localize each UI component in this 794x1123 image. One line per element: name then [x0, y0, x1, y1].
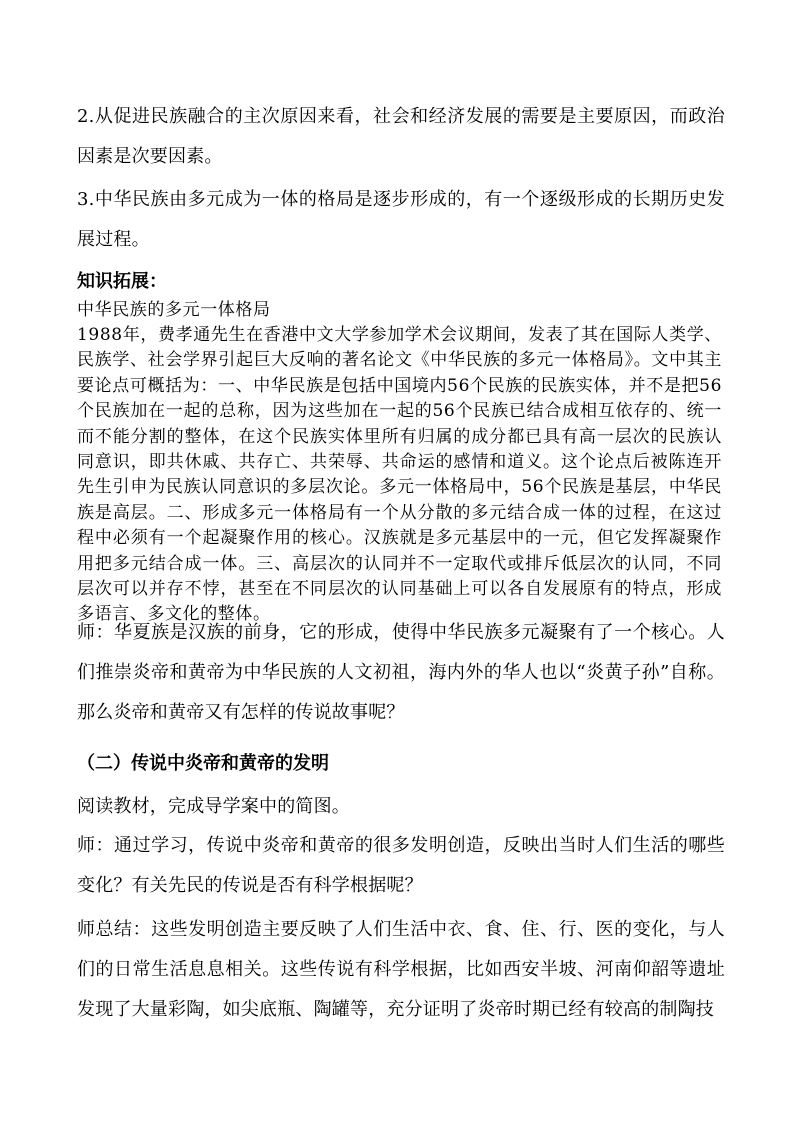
knowledge-extension-heading: 知识拓展： — [77, 271, 167, 292]
teacher-summary: 师总结：这些发明创造主要反映了人们生活中衣、食、住、行、医的变化，与人们的日常生活息息相关。这些传说有科学根据，比如西安半坡、河南仰韶等遗址发现了大量彩陶，如尖底瓶、陶罐等，充分证明了炎帝时期已经有较高的制陶技 — [77, 919, 725, 1020]
point-2-paragraph: 2.从促进民族融合的主次原因来看，社会和经济发展的需要是主要原因，而政治因素是次要因素。 — [77, 106, 725, 167]
reading-instruction: 阅读教材，完成导学案中的简图。 — [77, 796, 350, 817]
extension-title: 中华民族的多元一体格局 — [77, 300, 271, 320]
extension-body: 1988年，费孝通先生在香港中文大学参加学术会议期间，发表了其在国际人类学、民族学、社会学界引起巨大反响的著名论文《中华民族的多元一体格局》。文中其主要论点可概括为：一、中华民族是包括中国境内56个民族的民族实体，并不是把56个民族加在一起的总称，因为这些加在一起的56个民族已结合成相互依存的、统一而不能分割的整体，在这个民族实体里所有归属的成分都已具有高一层次的民族认同意识，即共休戚、共存亡、共荣辱、共命运的感情和道义。这个论点后被陈连开先生引申为民族认同意识的多层次论。多元一体格局中，56个民族是基层，中华民族是高层。二、形成多元一体格局有一个从分散的多元结合成一体的过程，在这过程中必须有一个起凝聚作用的核心。汉族就是多元基层中的一元，但它发挥凝聚作用把多元结合成一体。三、高层次的认同并不一定取代或排斥低层次的认同，不同层次可以并存不悖，甚至在不同层次的认同基础上可以各自发展原有的特点，形成多语言、多文化的整体。 — [77, 325, 722, 625]
teacher-paragraph-1: 师：华夏族是汉族的前身，它的形成，使得中华民族多元凝聚有了一个核心。人们推崇炎帝和黄帝为中华民族的人文初祖，海内外的华人也以“炎黄子孙”自称。那么炎帝和黄帝又有怎样的传说故事呢？ — [77, 622, 725, 723]
section-2-heading: （二）传说中炎帝和黄帝的发明 — [77, 753, 329, 774]
point-3-paragraph: 3.中华民族由多元成为一体的格局是逐步形成的，有一个逐级形成的长期历史发展过程。 — [77, 189, 725, 250]
teacher-question: 师：通过学习，传说中炎帝和黄帝的很多发明创造，反映出当时人们生活的哪些变化？有关先民的传说是否有科学根据呢？ — [77, 835, 725, 896]
